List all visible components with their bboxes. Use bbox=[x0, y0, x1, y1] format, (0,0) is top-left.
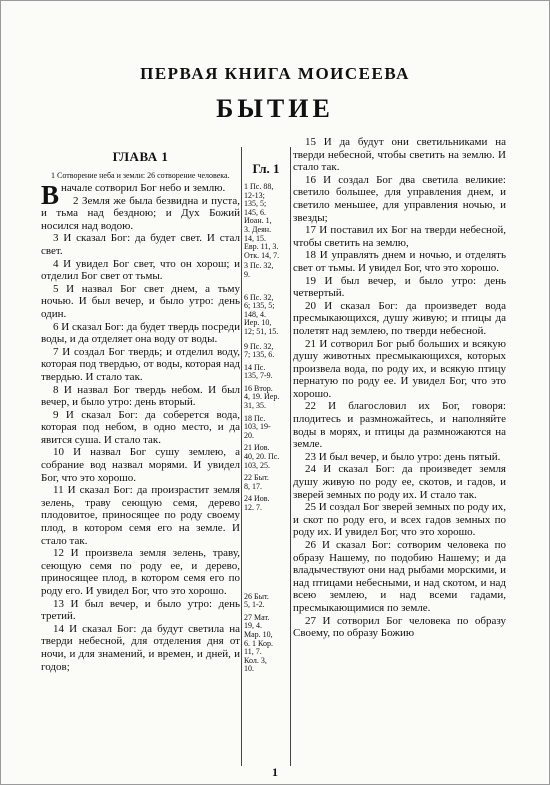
cross-reference-group bbox=[244, 343, 288, 360]
drop-cap: В bbox=[41, 180, 60, 210]
right-verse: 18 И управлять днем и ночью, и отделять свет от тьмы. И увидел Бог, что это хорошо. bbox=[293, 249, 506, 274]
cross-reference-line: 31, 35. bbox=[244, 401, 266, 411]
left-verse: 3 И сказал Бог: да будет свет. И стал свет. bbox=[41, 232, 240, 257]
cross-reference-line: 22 Быт. bbox=[244, 473, 269, 483]
left-verse: 12 И произвела земля зелень, траву, сеющую семя по роду ее, и дерево, приносящее плод, в котором семя его по роду его. И увидел Бог, что это хорошо. bbox=[41, 547, 240, 597]
cross-reference-line: Иоан. 1, bbox=[244, 216, 272, 226]
cross-reference-line: 16 Втор. bbox=[244, 383, 273, 393]
ref-spacer bbox=[244, 674, 288, 678]
verse-1-text: начале сотворил Бог небо и землю. bbox=[61, 182, 226, 194]
cross-reference-line: 27 Мат. bbox=[244, 612, 270, 622]
left-verse: 4 И увидел Бог свет, что он хорош; и отделил Бог свет от тьмы. bbox=[41, 257, 240, 283]
cross-reference-group bbox=[244, 294, 288, 337]
right-verse: 26 И сказал Бог: сотворим человека по образу Нашему, по подобию Нашему; и да владычествуют они над рыбами морскими, и над птицами небесными, и над скотом, и над всею землею, и над всеми гадами, пресмыкающимися по земле. bbox=[293, 539, 506, 614]
cross-reference-line: 14 Пс. bbox=[244, 362, 266, 372]
ref-spacer bbox=[244, 280, 288, 294]
verse-1 bbox=[41, 180, 240, 210]
cross-reference-line: 103, 25. bbox=[244, 460, 270, 470]
cross-reference-line: Евр. 11, 3. bbox=[244, 242, 279, 252]
right-verse: 25 И создал Бог зверей земных по роду их, и скот по роду его, и всех гадов земных по роду их. И увидел Бог, что это хорошо. bbox=[293, 501, 506, 539]
right-verse: 24 И сказал Бог: да произведет земля душу живую по роду ее, скотов, и гадов, и зверей земных по роду их. И стало так. bbox=[293, 463, 506, 501]
right-verse: 17 И поставил их Бог на тверди небесной, чтобы светить на землю, bbox=[293, 224, 506, 249]
left-verse: 13 И был вечер, и было утро: день третий. bbox=[41, 597, 240, 623]
cross-reference-line: 145, 6. bbox=[244, 207, 266, 217]
chapter-heading: ГЛАВА 1 bbox=[112, 149, 169, 164]
right-verse: 20 И сказал Бог: да произведет вода пресмыкающихся, душу живую; и птицы да полетят над землею, по тверди небесной. bbox=[293, 299, 506, 337]
cross-reference-line: 6. 1 Кор. bbox=[244, 638, 273, 648]
cross-reference-list bbox=[244, 183, 288, 678]
cross-reference-line: 12. 7. bbox=[244, 503, 262, 512]
cross-reference-line: 10. bbox=[244, 664, 254, 674]
cross-reference-line: 103, 19- bbox=[244, 422, 271, 432]
cross-reference-line: 20. bbox=[244, 430, 254, 440]
right-verse: 16 И создал Бог два светила великие: светило большее, для управления днем, и светило меньшее, для управления ночью, и звезды; bbox=[293, 173, 506, 224]
cross-reference-line: 6; 135, 5; bbox=[244, 301, 275, 311]
cross-reference-line: Иер. 10, bbox=[244, 318, 272, 328]
cross-reference-group bbox=[244, 614, 288, 674]
cross-reference-line: 3. Деян. bbox=[244, 224, 272, 234]
left-verse: 9 И сказал Бог: да соберется вода, которая под небом, в одно место, и да явится суша. И стало так. bbox=[41, 408, 240, 446]
page-number: 1 bbox=[272, 765, 278, 779]
cross-reference-line: 9. bbox=[244, 269, 250, 279]
left-verse: 14 И сказал Бог: да будут светила на тверди небесной, для отделения дня от ночи, и для знамений, и времен, и дней, и годов; bbox=[41, 622, 240, 673]
ref-spacer bbox=[244, 513, 288, 593]
cross-reference-line: 11, 7. bbox=[244, 647, 262, 657]
right-text-column bbox=[293, 136, 506, 771]
cross-reference-line: 135, 7-9. bbox=[244, 371, 273, 381]
cross-reference-group bbox=[244, 385, 288, 411]
cross-reference-line: 3 Пс. 32, bbox=[244, 261, 274, 271]
refs-heading: Гл. 1 bbox=[252, 161, 280, 176]
right-verse-list bbox=[293, 136, 506, 640]
right-verse: 23 И был вечер, и было утро: день пятый. bbox=[305, 450, 501, 463]
cross-reference-line: Кол. 3, bbox=[244, 655, 267, 665]
book-name: БЫТИЕ bbox=[216, 94, 334, 123]
left-verse: 10 И назвал Бог сушу землею, а собрание вод назвал морями. И увидел Бог, что это хорошо. bbox=[41, 446, 240, 484]
cross-reference-line: 148, 4. bbox=[244, 309, 266, 319]
cross-reference-line: 40, 20. Пс. bbox=[244, 452, 280, 462]
column-divider-right bbox=[290, 147, 291, 766]
cross-reference-line: 1 Пс. 88, bbox=[244, 182, 274, 191]
cross-reference-group bbox=[244, 444, 288, 470]
cross-reference-group bbox=[244, 183, 288, 260]
cross-reference-line: 18 Пс. bbox=[244, 413, 266, 423]
left-verse-list bbox=[41, 195, 240, 674]
right-verse: 15 И да будут они светильниками на тверди небесной, чтобы светить на землю. И стало так. bbox=[293, 136, 506, 174]
right-verse: 19 И был вечер, и было утро: день четвертый. bbox=[293, 274, 506, 300]
left-verse: 11 И сказал Бог: да произрастит земля зелень, траву сеющую семя, дерево плодовитое, приносящее по роду своему плод, в котором семя его на земле. И стало так. bbox=[41, 484, 240, 547]
cross-reference-line: 24 Иов. bbox=[244, 494, 270, 504]
cross-reference-line: Мар. 10, bbox=[244, 629, 273, 639]
cross-reference-line: 19, 4. bbox=[244, 621, 262, 631]
cross-reference-line: 6 Пс. 32, bbox=[244, 292, 274, 302]
left-verse: 7 И создал Бог твердь; и отделил воду, которая под твердью, от воды, которая над твердью. И стало так. bbox=[41, 345, 240, 383]
column-divider-left bbox=[241, 147, 242, 766]
cross-reference-line: 12-13; bbox=[244, 190, 265, 200]
cross-reference-line: 8, 17. bbox=[244, 481, 262, 491]
cross-reference-group bbox=[244, 474, 288, 491]
right-verse: 21 И сотворил Бог рыб больших и всякую душу животных пресмыкающихся, которых произвела вода, по роду их, и всякую птицу пернатую по роду ее. И увидел Бог, что это хорошо. bbox=[293, 337, 506, 400]
cross-reference-line: 21 Иов. bbox=[244, 443, 270, 453]
cross-reference-line: 4, 19. Иер. bbox=[244, 392, 280, 402]
cross-reference-column bbox=[244, 147, 288, 771]
cross-reference-line: 7; 135, 6. bbox=[244, 350, 275, 360]
right-verse: 27 И сотворил Бог человека по образу Своему, по образу Божию bbox=[293, 614, 506, 640]
cross-reference-group bbox=[244, 495, 288, 512]
cross-reference-line: 5, 1-2. bbox=[244, 600, 265, 610]
cross-reference-line: Отк. 14, 7. bbox=[244, 250, 280, 260]
cross-reference-group bbox=[244, 364, 288, 381]
left-verse: 2 Земля же была безвидна и пуста, и тьма над бездною; и Дух Божий носился над водою. bbox=[41, 194, 240, 232]
cross-reference-group bbox=[244, 262, 288, 279]
cross-reference-line: 9 Пс. 32, bbox=[244, 341, 274, 351]
cross-reference-line: 26 Быт. bbox=[244, 591, 269, 601]
cross-reference-group bbox=[244, 415, 288, 441]
cross-reference-group bbox=[244, 593, 288, 610]
left-text-column bbox=[41, 147, 240, 771]
right-verse: 22 И благословил их Бог, говоря: плодитесь и размножайтесь, и наполняйте воды в морях, и птицы да размножаются на земле. bbox=[293, 400, 506, 451]
chapter-summary: 1 Сотворение неба и земли: 26 сотворение человека. bbox=[51, 171, 230, 180]
book-title: ПЕРВАЯ КНИГА МОИСЕЕВА bbox=[140, 64, 410, 83]
cross-reference-line: 135, 5; bbox=[244, 199, 267, 209]
cross-reference-line: 14, 15. bbox=[244, 233, 266, 243]
left-verse: 6 И сказал Бог: да будет твердь посреди воды, и да отделяет она воду от воды. bbox=[41, 320, 240, 346]
cross-reference-line: 12; 51, 15. bbox=[244, 326, 279, 336]
left-verse: 8 И назвал Бог твердь небом. И был вечер, и было утро: день вторый. bbox=[41, 383, 240, 409]
left-verse: 5 И назвал Бог свет днем, а тьму ночью. И был вечер, и было утро: день один. bbox=[41, 282, 240, 320]
